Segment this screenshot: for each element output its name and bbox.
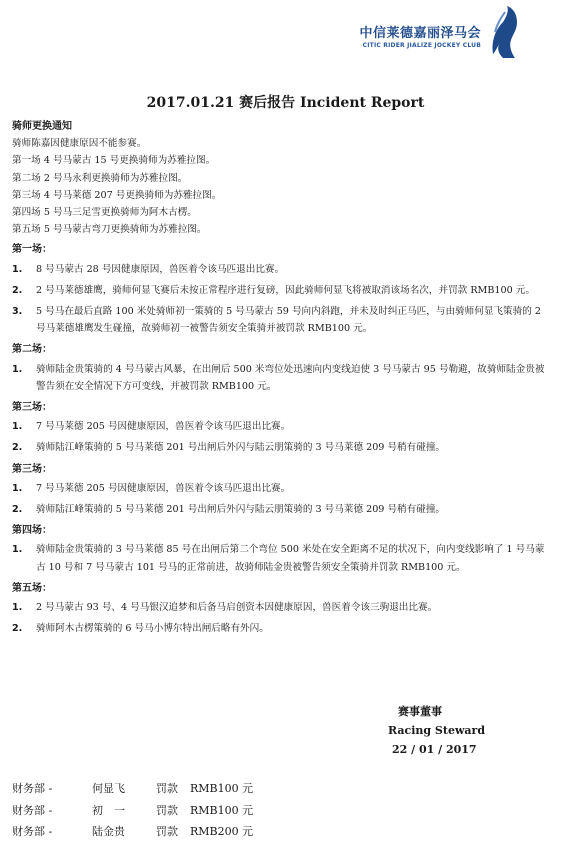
item-text: 骑师陆江峰策骑的 5 号马莱德 201 号出闸后外闪与陆云朋策骑的 3 号马莱德 209 号稍有碰撞。: [36, 504, 446, 516]
fine-jockey: 初 一: [92, 803, 125, 817]
incident-item: [12, 261, 552, 278]
item-number: 3.: [12, 306, 23, 318]
incident-item: [12, 418, 552, 435]
jockey-change-line: 第五场 5 号马蒙古弯刀更换骑师为苏雅拉图。: [12, 224, 207, 236]
jockey-change-line: 骑师陈嘉因健康原因不能参赛。: [12, 138, 147, 150]
fine-jockey: 陆金贵: [92, 825, 125, 838]
race-heading: 第一场：: [12, 244, 52, 256]
incident-item: [12, 439, 552, 456]
steward-title-en: Racing Steward: [388, 724, 486, 737]
report-body: [12, 118, 552, 641]
horse-head-icon: [483, 4, 523, 60]
fine-department: 财务部 -: [12, 825, 53, 838]
item-text: 骑师阿木古楞策骑的 6 号马小博尔特出闸后略有外闪。: [36, 623, 269, 635]
item-number: 1.: [12, 421, 23, 433]
report-title: 2017.01.21 赛后报告 Incident Report: [146, 95, 425, 111]
fine-jockey: 何显飞: [92, 782, 125, 795]
incident-item: [12, 541, 552, 575]
fine-amount: RMB100 元: [190, 803, 254, 817]
race-heading: 第二场：: [12, 344, 52, 356]
item-number: 2.: [12, 442, 23, 454]
item-text: 骑师陆金贵策骑的 3 号马莱德 85 号在出闸后第二个弯位 500 米处在安全距离不足的状况下，向内变线影响了 1 号马蒙古 10 号和 7 号马蒙古 101 号马的正常前进，故骑师陆金贵被警告须安全策骑并罚款 RMB100 元。: [36, 544, 545, 573]
fine-amount: RMB200 元: [190, 825, 254, 838]
item-number: 1.: [12, 544, 23, 556]
steward-date: 22 / 01 / 2017: [392, 743, 477, 756]
fine-amount: RMB100 元: [190, 782, 254, 795]
item-text: 8 号马蒙古 28 号因健康原因，兽医着令该马匹退出比赛。: [36, 263, 285, 275]
fine-department: 财务部 -: [12, 782, 53, 795]
incident-item: [12, 501, 552, 518]
logo-english-name: CITIC RIDER JIALIZE JOCKEY CLUB: [362, 42, 481, 49]
item-number: 1.: [12, 482, 23, 494]
fine-label: 罚款: [156, 825, 178, 838]
race-heading: 第三场：: [12, 402, 52, 414]
item-number: 2.: [12, 284, 23, 296]
incident-item: [12, 303, 552, 337]
fine-row: [12, 778, 253, 800]
item-text: 骑师陆金贵策骑的 4 号马蒙古风暴，在出闸后 500 米弯位处迅速向内变线迫使 3 号马蒙古 95 号勒避，故骑师陆金贵被警告须在安全情况下方可变线，并被罚款 RMB100 元。: [36, 363, 545, 392]
incident-item: [12, 599, 552, 616]
steward-title-cn: 赛事董事: [398, 705, 442, 718]
jockey-change-line: 第三场 4 号马莱德 207 号更换骑师为苏雅拉图。: [12, 189, 222, 201]
fine-label: 罚款: [156, 782, 178, 795]
incident-item: [12, 361, 552, 395]
item-text: 2 号马莱德雄鹰，骑师何显飞赛后未按正常程序进行复磅，因此骑师何显飞将被取消该场名次，并罚款 RMB100 元。: [36, 284, 535, 296]
item-text: 5 号马在最后直路 100 米处骑师初一策骑的 5 号马蒙古 59 号向内斜跑，并未及时纠正马匹，与由骑师何显飞策骑的 2 号马莱德雄鹰发生碰撞，故骑师初一被警告须安全策骑并被罚款 RMB100 元。: [36, 306, 541, 335]
item-text: 7 号马莱德 205 号因健康原因，兽医着令该马匹退出比赛。: [36, 421, 291, 433]
jockey-change-line: 第四场 5 号马三足雪更换骑师为阿木古楞。: [12, 207, 197, 219]
fine-row: [12, 800, 253, 822]
race-heading: 第四场：: [12, 525, 52, 537]
fine-row: [12, 821, 253, 843]
club-logo: [343, 4, 523, 60]
item-text: 骑师陆江峰策骑的 5 号马莱德 201 号出闸后外闪与陆云朋策骑的 3 号马莱德 209 号稍有碰撞。: [36, 442, 446, 454]
incident-item: [12, 480, 552, 497]
fines-list: [12, 778, 253, 843]
fine-label: 罚款: [156, 803, 178, 817]
jockey-change-line: 第一场 4 号马蒙古 15 号更换骑师为苏雅拉图。: [12, 155, 216, 167]
item-text: 2 号马蒙古 93 号、4 号马银汉追梦和后备马启创资本因健康原因，兽医着令该三驹退出比赛。: [36, 602, 438, 614]
race-heading: 第五场：: [12, 582, 52, 594]
race-heading: 第三场：: [12, 463, 52, 475]
item-text: 7 号马莱德 205 号因健康原因，兽医着令该马匹退出比赛。: [36, 482, 291, 494]
item-number: 1.: [12, 263, 23, 275]
fine-department: 财务部 -: [12, 803, 53, 817]
steward-signature: [388, 702, 498, 759]
item-number: 2.: [12, 504, 23, 516]
item-number: 1.: [12, 363, 23, 375]
jockey-change-line: 第二场 2 号马永利更换骑师为苏雅拉图。: [12, 172, 188, 184]
incident-item: [12, 282, 552, 299]
item-number: 1.: [12, 602, 23, 614]
logo-chinese-name: 中信莱德嘉丽泽马会: [359, 26, 481, 41]
jockey-change-heading: 骑师更换通知: [12, 121, 72, 132]
incident-item: [12, 620, 552, 637]
item-number: 2.: [12, 623, 23, 635]
